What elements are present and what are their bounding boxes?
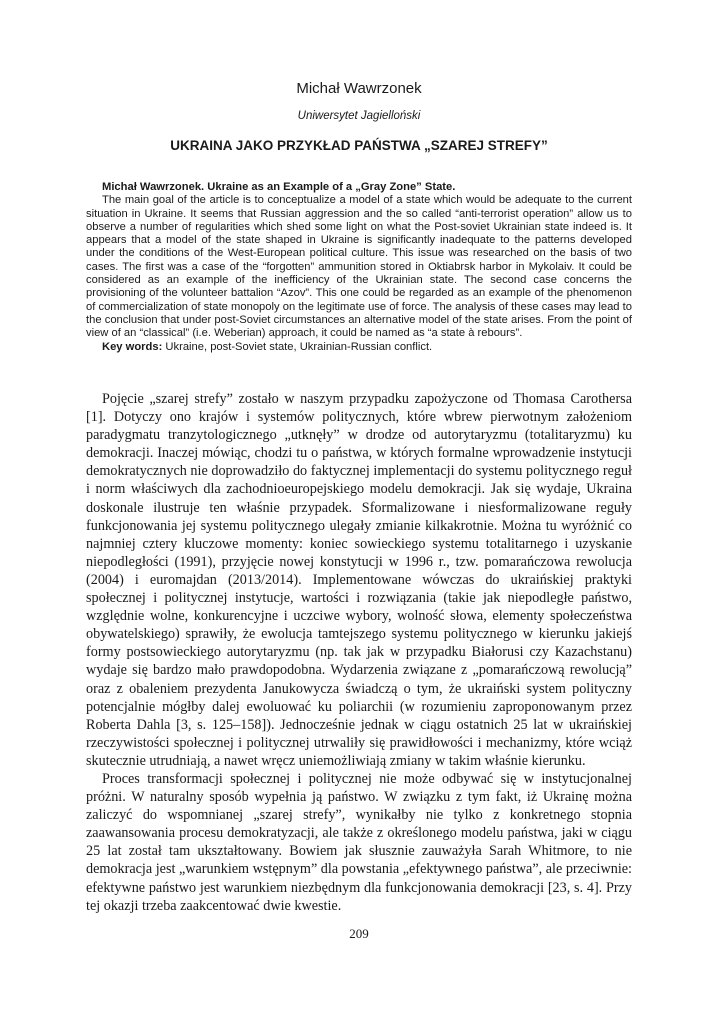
abstract-text: The main goal of the article is to conceptualize a model of a state which would be adequate to the current situation in Ukraine. It seems that Russian aggression and the so called “anti-terrorist operation” allow us to observe a number of regularities which shed some light on what the Post-soviet Ukrainian state indeed is. It appears that a model of the state shaped in Ukraine is significantly inadequate to the patterns developed under the conditions of the West-European political culture. This issue was researched on the basis of two cases. The first was a case of the “forgotten” ammunition stored in Oktiabrsk harbor in Mykolaiv. It could be considered as an example of the inefficiency of the Ukrainian state. The second case concerns the provisioning of the volunteer battalion “Azov”. This one could be regarded as an example of the phenomenon of commercialization of state monopoly on the legitimate use of force. The analysis of these cases may lead to the conclusion that under post-Soviet circumstances an alternative model of the state arises. From the point of view of an “classical” (i.e. Weberian) approach, it could be named as “a state à rebours”.	[86, 194, 632, 340]
keywords-line	[86, 341, 632, 354]
body-paragraph: Pojęcie „szarej strefy” zostało w naszym przypadku zapożyczone od Thomasa Carothersa [1]. Dotyczy ono krajów i systemów politycznych, które wbrew pierwotnym założeniom paradygmatu tranzytologicznego „utknęły” w drodze od autorytaryzmu (totalitaryzmu) ku demokracji. Inaczej mówiąc, chodzi tu o państwa, w których formalne wprowadzenie instytucji demokratycznych nie doprowadziło do faktycznej implementacji do systemu politycznego reguł i norm właściwych dla zachodnioeuropejskiego modelu demokracji. Jak się wydaje, Ukraina doskonale ilustruje ten właśnie przypadek. Sformalizowane i niesformalizowane reguły funkcjonowania jej systemu politycznego ulegały zmianie kilkakrotnie. Można tu wyróżnić co najmniej cztery kluczowe momenty: koniec sowieckiego systemu totalitarnego i uzyskanie niepodległości (1991), przyjęcie nowej konstytucji w 1996 r., tzw. pomarańczowa rewolucja (2004) i euromajdan (2013/2014). Implementowane wówczas do ukraińskiej praktyki społecznej i politycznej instytucje, wartości i rozwiązania (takie jak niepodległe państwo, względnie wolne, konkurencyjne i uczciwe wybory, wolność słowa, elementy społeczeństwa obywatelskiego) sprawiły, że ewolucja tamtejszego systemu politycznego w kierunku jakiejś formy postsowieckiego autorytaryzmu (np. tak jak w przypadku Białorusi czy Kazachstanu) wydaje się bardzo mało prawdopodobna. Wydarzenia związane z „pomarańczową rewolucją” oraz z obaleniem prezydenta Janukowycza świadczą o tym, że ukraiński system polityczny potencjalnie mógłby dalej ewoluować ku poliarchii (w rozumieniu zaproponowanym przez Roberta Dahla [3, s. 125–158]). Jednocześnie jednak w ciągu ostatnich 25 lat w ukraińskiej rzeczywistości społecznej i politycznej utrwaliły się prawidłowości i mechanizmy, które wciąż skutecznie utrudniają, a nawet wręcz uniemożliwiają zmiany w takim właśnie kierunku.	[86, 391, 632, 769]
abstract-heading-line	[86, 181, 632, 194]
abstract-heading: Michał Wawrzonek. Ukraine as an Example of a „Gray Zone” State.	[102, 181, 456, 193]
article-title: UKRAINA JAKO PRZYKŁAD PAŃSTWA „SZAREJ STREFY”	[170, 138, 548, 153]
author-affiliation: Uniwersytet Jagielloński	[297, 110, 421, 122]
body-paragraph: Proces transformacji społecznej i politycznej nie może odbywać się w instytucjonalnej próżni. W naturalny sposób wypełnia ją państwo. W związku z tym fakt, iż Ukrainę można zaliczyć do wspomnianej „szarej strefy”, wynikałby nie tylko z konkretnego stopnia zaawansowania procesu demokratyzacji, ale także z określonego modelu państwa, jaki w ciągu 25 lat został tam ukształtowany. Bowiem jak słusznie zauważyła Sarah Whitmore, to nie demokracja jest „warunkiem wstępnym” dla powstania „efektywnego państwa”, ale przeciwnie: efektywne państwo jest warunkiem niezbędnym dla funkcjonowania demokracji [23, s. 4]. Przy tej okazji trzeba zaakcentować dwie kwestie.	[86, 770, 633, 914]
body-text	[86, 390, 632, 915]
keywords-label: Key words:	[102, 340, 163, 353]
keywords-text: Ukraine, post-Soviet state, Ukrainian-Russian conflict.	[165, 340, 433, 353]
author-name: Michał Wawrzonek	[296, 80, 422, 97]
abstract	[86, 181, 632, 354]
page-number: 209	[349, 926, 369, 941]
